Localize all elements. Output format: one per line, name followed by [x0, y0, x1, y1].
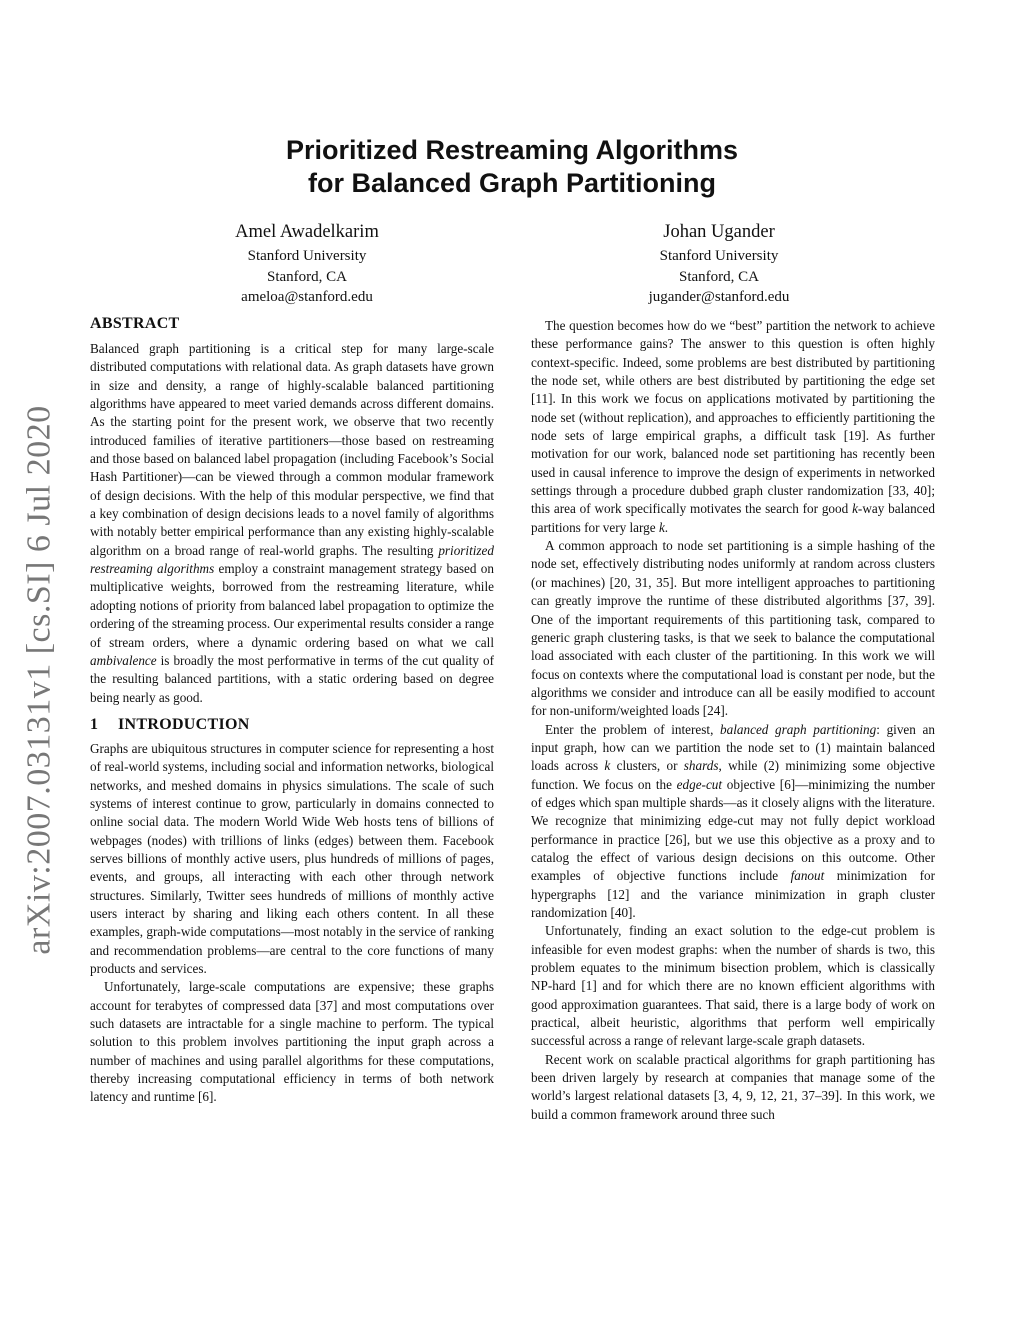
right-p1-text-c: . — [664, 519, 669, 535]
right-p1-text-b: -way balanced partitions for very large — [531, 501, 935, 535]
right-paragraph-1 — [531, 317, 935, 537]
right-p3-text-e: objective [6]—minimizing the number of edges which span multiple shards—as it closely aligns with the literature. We recognize that minimizing edge-cut may not fully depict workload performance in practice [26], but we use this objective as a proxy and to catalog the effect of various design decisions on this outcome. Other examples of objective functions include — [531, 776, 935, 884]
right-p1-k2: k — [658, 519, 665, 535]
right-p3-em-3: edge-cut — [676, 776, 723, 792]
author-name: Amel Awadelkarim — [235, 222, 379, 242]
right-p3-text-c: clusters, or — [610, 758, 684, 774]
author-block-2 — [569, 220, 869, 308]
right-p3-text-b: : given an input graph, how can we partition the node set to (1) maintain balanced loads across — [531, 721, 935, 774]
section-title: INTRODUCTION — [118, 715, 250, 733]
right-paragraph-3 — [531, 721, 935, 923]
abstract-text-2: employ a constraint management strategy based on multiplicative weights, borrowed from the restreaming literature, while adopting notions of priority from balanced label propagation to optimize the ordering of the streaming process. Our experimental results consider a range of stream orders, where a dynamic ordering based on what we call — [90, 561, 494, 650]
author-email: ameloa@stanford.edu — [241, 289, 373, 305]
title-line-2: for Balanced Graph Partitioning — [307, 168, 717, 198]
abstract-emphasis-1: prioritized restreaming algorithms — [90, 542, 494, 577]
author-affiliation: Stanford University — [659, 248, 779, 264]
introduction-heading — [90, 715, 494, 735]
right-paragraph-2: A common approach to node set partitioning is a simple hashing of the node set, effectively distributing nodes uniformly at random across clusters (or machines) [20, 31, 35]. But more intelligent approaches to partitioning can greatly improve the runtime of these distributed algorithms [37, 39]. One of the important requirements of this partitioning task, compared to generic graph clustering tasks, is that we seek to balance the computational load associated with each cluster of the partitioning. In this work we will focus on contexts where the computational load is constant per node, but the algorithms we consider and introduce can all be easily modified to account for non-uniform/weighted loads [24]. — [531, 538, 935, 719]
author-location: Stanford, CA — [267, 268, 347, 285]
author-email: jugander@stanford.edu — [648, 289, 790, 305]
right-p3-text-a: Enter the problem of interest, — [545, 721, 721, 737]
abstract-text-1: Balanced graph partitioning is a critical step for many large-scale distributed computations with relational data. As graph datasets have grown in size and density, a range of highly-scalable balanced partitioning algorithms have appeared to meet varied demands across different domains. As the starting point for the present work, we observe that two recently introduced families of iterative partitioners—those based on restreaming and those based on balanced label propagation (including Facebook’s Social Hash Partitioner)—can be viewed through a common modular framework of design decisions. With the help of this modular perspective, we find that a key combination of design decisions leads to a novel family of algorithms with notably better empirical performance than any existing highly-scalable algorithm on a broad range of real-world graphs. The resulting — [90, 341, 494, 558]
intro-paragraph-2: Unfortunately, large-scale computations are expensive; these graphs account for terabytes of compressed data [37] and most computations over such datasets are intractable for a single machine to perform. The typical solution to this problem involves partitioning the input graph across a number of machines and using parallel algorithms for these computations, thereby increasing computational efficiency in terms of both network latency and runtime [6]. — [90, 979, 494, 1105]
author-affiliation: Stanford University — [247, 248, 367, 264]
abstract-text-3: is broadly the most performative in terms of the cut quality of the resulting balanced partitions, with a static ordering based on degree being nearly as good. — [90, 652, 494, 705]
right-p3-text-d: , while (2) minimizing some objective function. We focus on the — [531, 758, 935, 792]
title-line-1: Prioritized Restreaming Algorithms — [285, 135, 739, 165]
right-p3-em-1: balanced graph partitioning — [720, 721, 877, 737]
right-p1-k: k — [852, 501, 858, 517]
right-p3-em-4: fanout — [790, 868, 825, 884]
author-location: Stanford, CA — [679, 268, 759, 285]
right-paragraph-5: Recent work on scalable practical algorithms for graph partitioning has been driven largely by research at companies that manage some of the world’s largest relational datasets [3, 4, 9, 12, 21, 37–39]. In this work, we build a common framework around three such — [531, 1051, 935, 1122]
right-p3-k: k — [604, 758, 611, 774]
arxiv-identifier-stamp — [20, 390, 60, 970]
arxiv-identifier-text: arXiv:2007.03131v1 [cs.SI] 6 Jul 2020 — [21, 405, 58, 955]
author-block-1 — [157, 220, 457, 308]
abstract-paragraph — [90, 340, 494, 707]
section-number: 1 — [90, 715, 99, 733]
abstract-heading: ABSTRACT — [90, 315, 180, 332]
author-name: Johan Ugander — [663, 222, 775, 242]
paper-title — [0, 134, 1024, 200]
right-column — [531, 317, 935, 1124]
abstract-emphasis-2: ambivalence — [90, 652, 157, 668]
right-p3-em-2: shards — [683, 758, 719, 774]
left-column — [90, 314, 494, 1107]
right-paragraph-4: Unfortunately, finding an exact solution to the edge-cut problem is infeasible for even modest graphs: when the number of shards is two, this problem equates to the minimum bisection problem, which is classically NP-hard [1] and for which there are no known efficient algorithms with good approximation guarantees. That said, there is a large body of work on practical, albeit heuristic, algorithms that perform well empirically successful across a range of relevant large-scale graph datasets. — [531, 923, 935, 1049]
right-p3-text-f: minimization for hypergraphs [12] and the variance minimization in graph cluster randomization [40]. — [531, 868, 936, 920]
intro-paragraph-1: Graphs are ubiquitous structures in computer science for representing a host of real-world systems, including social and information networks, biological networks, and meshed domains in physics simulations. The scale of such systems of interest continue to grow, particularly in domains connected to online social data. The modern World Wide Web hosts tens of billions of webpages (nodes) with trillions of links (edges) between them. Facebook serves billions of monthly active users, plus hundreds of millions of pages, events, and groups, all interacting with each other through network structures. Similarly, Twitter sees hundreds of millions of monthly active users interact by sharing and liking each others content. In all these examples, graph-wide computations—most notably in the service of ranking and recommendation problems—are central to the core functions of many products and services. — [90, 740, 494, 976]
right-p1-text-a: The question becomes how do we “best” partition the network to achieve these performance gains? The answer to this question is often highly context-specific. Indeed, some problems are best distributed by partitioning the node set, while others are best distributed by partitioning the edge set [11]. In this work we focus on applications motivated by partitioning the node set (without replication), and approaches to efficiently partitioning the node sets of large empirical graphs, a difficult task [19]. As further motivation for our work, balanced node set partitioning has recently been used in causal inference to improve the design of experiments in networked settings through a procedure dubbed graph cluster randomization [33, 40]; this area of work specifically motivates the search for good — [531, 318, 935, 517]
